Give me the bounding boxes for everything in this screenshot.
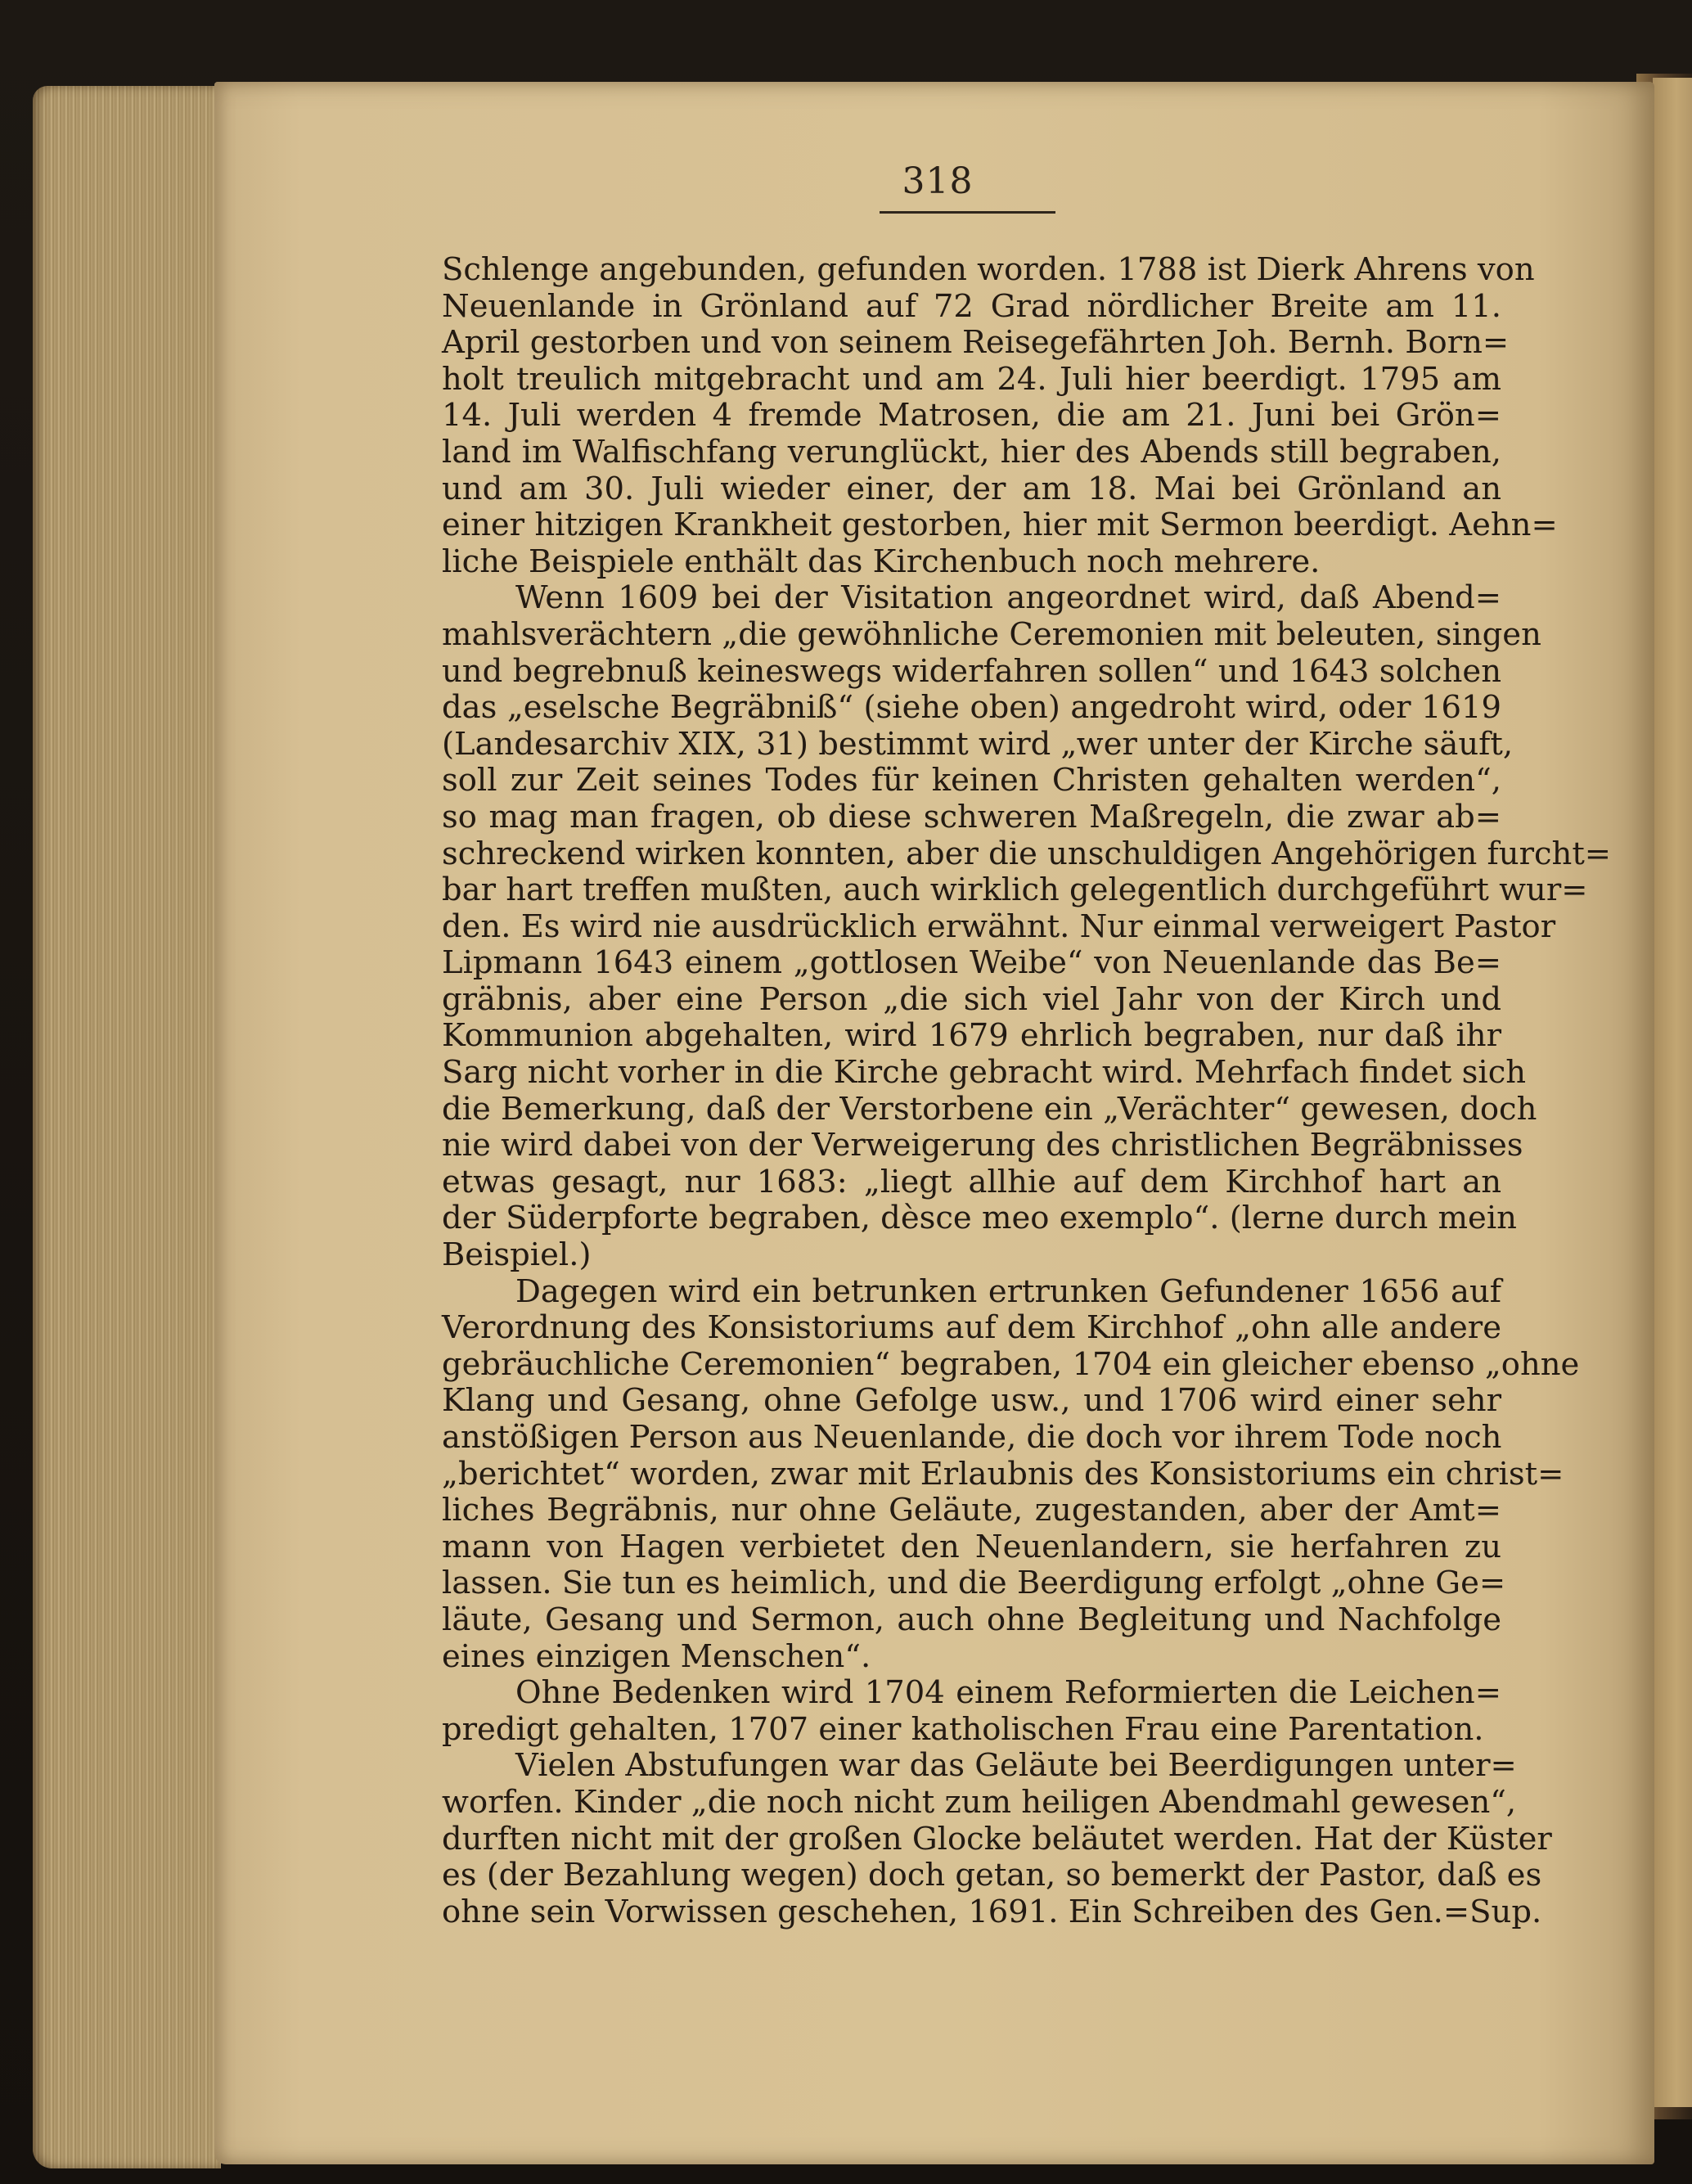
body-text [442, 251, 1612, 1930]
text-line: „berichtet“ worden, zwar mit Erlaubnis des Konsistoriums ein christ= [442, 1455, 1564, 1493]
text-line: die Bemerkung, daß der Verstorbene ein „Verächter“ gewesen, doch [442, 1090, 1537, 1128]
text-line: Beispiel.) [442, 1236, 592, 1274]
text-line: so mag man fragen, ob diese schweren Maßregeln, die zwar ab= [442, 798, 1501, 835]
text-line: gebräuchliche Ceremonien“ begraben, 1704 ein gleicher ebenso „ohne [442, 1345, 1580, 1383]
text-line: nie wird dabei von der Verweigerung des christlichen Begräbnisses [442, 1127, 1523, 1164]
text-line: Klang und Gesang, ohne Gefolge usw., und 1706 wird einer sehr [442, 1382, 1501, 1420]
text-line: durften nicht mit der großen Glocke beläutet werden. Hat der Küster [442, 1820, 1552, 1858]
text-line: eines einzigen Menschen“. [442, 1637, 871, 1675]
text-line: liche Beispiele enthält das Kirchenbuch noch mehrere. [442, 543, 1321, 580]
text-line: und am 30. Juli wieder einer, der am 18. Mai bei Grönland an [442, 470, 1501, 507]
text-line: April gestorben und von seinem Reisegefährten Joh. Bernh. Born= [442, 324, 1510, 362]
text-line: Sarg nicht vorher in die Kirche gebracht wird. Mehrfach findet sich [442, 1054, 1527, 1092]
text-line: 14. Juli werden 4 fremde Matrosen, die am 21. Juni bei Grön= [442, 397, 1501, 435]
text-line: land im Walfischfang verunglückt, hier des Abends still begraben, [442, 433, 1501, 471]
text-line: Verordnung des Konsistoriums auf dem Kirchhof „ohn alle andere [442, 1309, 1501, 1347]
text-line: gräbnis, aber eine Person „die sich viel Jahr von der Kirch und [442, 980, 1501, 1018]
text-line: Wenn 1609 bei der Visitation angeordnet wird, daß Abend= [515, 579, 1501, 617]
text-line: es (der Bezahlung wegen) doch getan, so bemerkt der Pastor, daß es [442, 1857, 1542, 1894]
text-line: Vielen Abstufungen war das Geläute bei Beerdigungen unter= [515, 1747, 1517, 1785]
text-line: (Landesarchiv XIX, 31) bestimmt wird „wer unter der Kirche säuft, [442, 725, 1514, 763]
facing-page-edge [1653, 78, 1692, 2107]
text-line: Dagegen wird ein betrunken ertrunken Gefundener 1656 auf [515, 1272, 1501, 1310]
text-line: lassen. Sie tun es heimlich, und die Beerdigung erfolgt „ohne Ge= [442, 1565, 1506, 1602]
text-line: holt treulich mitgebracht und am 24. Juli hier beerdigt. 1795 am [442, 360, 1501, 398]
text-line: soll zur Zeit seines Todes für keinen Christen gehalten werden“, [442, 762, 1501, 799]
text-line: Ohne Bedenken wird 1704 einem Reformierten die Leichen= [515, 1674, 1501, 1712]
page-number: 318 [902, 160, 974, 202]
text-line: Schlenge angebunden, gefunden worden. 1788 ist Dierk Ahrens von [442, 251, 1535, 288]
book-page-edges [33, 86, 221, 2168]
text-line: predigt gehalten, 1707 einer katholischen Frau eine Parentation. [442, 1710, 1484, 1748]
text-line: das „eselsche Begräbniß“ (siehe oben) angedroht wird, oder 1619 [442, 689, 1501, 727]
text-line: mann von Hagen verbietet den Neuenlandern, sie herfahren zu [442, 1528, 1501, 1565]
text-line: liches Begräbnis, nur ohne Geläute, zugestanden, aber der Amt= [442, 1492, 1501, 1529]
text-line: etwas gesagt, nur 1683: „liegt allhie auf dem Kirchhof hart an [442, 1163, 1501, 1200]
text-line: den. Es wird nie ausdrücklich erwähnt. Nur einmal verweigert Pastor [442, 907, 1556, 945]
text-line: Kommunion abgehalten, wird 1679 ehrlich begraben, nur daß ihr [442, 1017, 1501, 1055]
text-line: der Süderpforte begraben, dèsce meo exemplo“. (lerne durch mein [442, 1200, 1517, 1237]
text-line: Neuenlande in Grönland auf 72 Grad nördlicher Breite am 11. [442, 287, 1501, 325]
text-line: läute, Gesang und Sermon, auch ohne Begleitung und Nachfolge [442, 1601, 1501, 1638]
text-line: worfen. Kinder „die noch nicht zum heiligen Abendmahl gewesen“, [442, 1783, 1517, 1821]
text-line: bar hart treffen mußten, auch wirklich gelegentlich durchgeführt wur= [442, 871, 1588, 909]
text-line: anstößigen Person aus Neuenlande, die doch vor ihrem Tode noch [442, 1419, 1502, 1456]
text-line: und begrebnuß keineswegs widerfahren sollen“ und 1643 solchen [442, 652, 1501, 690]
text-line: mahlsverächtern „die gewöhnliche Ceremonien mit beleuten, singen [442, 615, 1541, 653]
text-line: ohne sein Vorwissen geschehen, 1691. Ein Schreiben des Gen.=Sup. [442, 1893, 1542, 1930]
text-line: schreckend wirken konnten, aber die unschuldigen Angehörigen furcht= [442, 835, 1612, 872]
header-rule [880, 211, 1055, 214]
text-line: Lipmann 1643 einem „gottlosen Weibe“ von Neuenlande das Be= [442, 944, 1501, 982]
text-line: einer hitzigen Krankheit gestorben, hier mit Sermon beerdigt. Aehn= [442, 507, 1558, 544]
